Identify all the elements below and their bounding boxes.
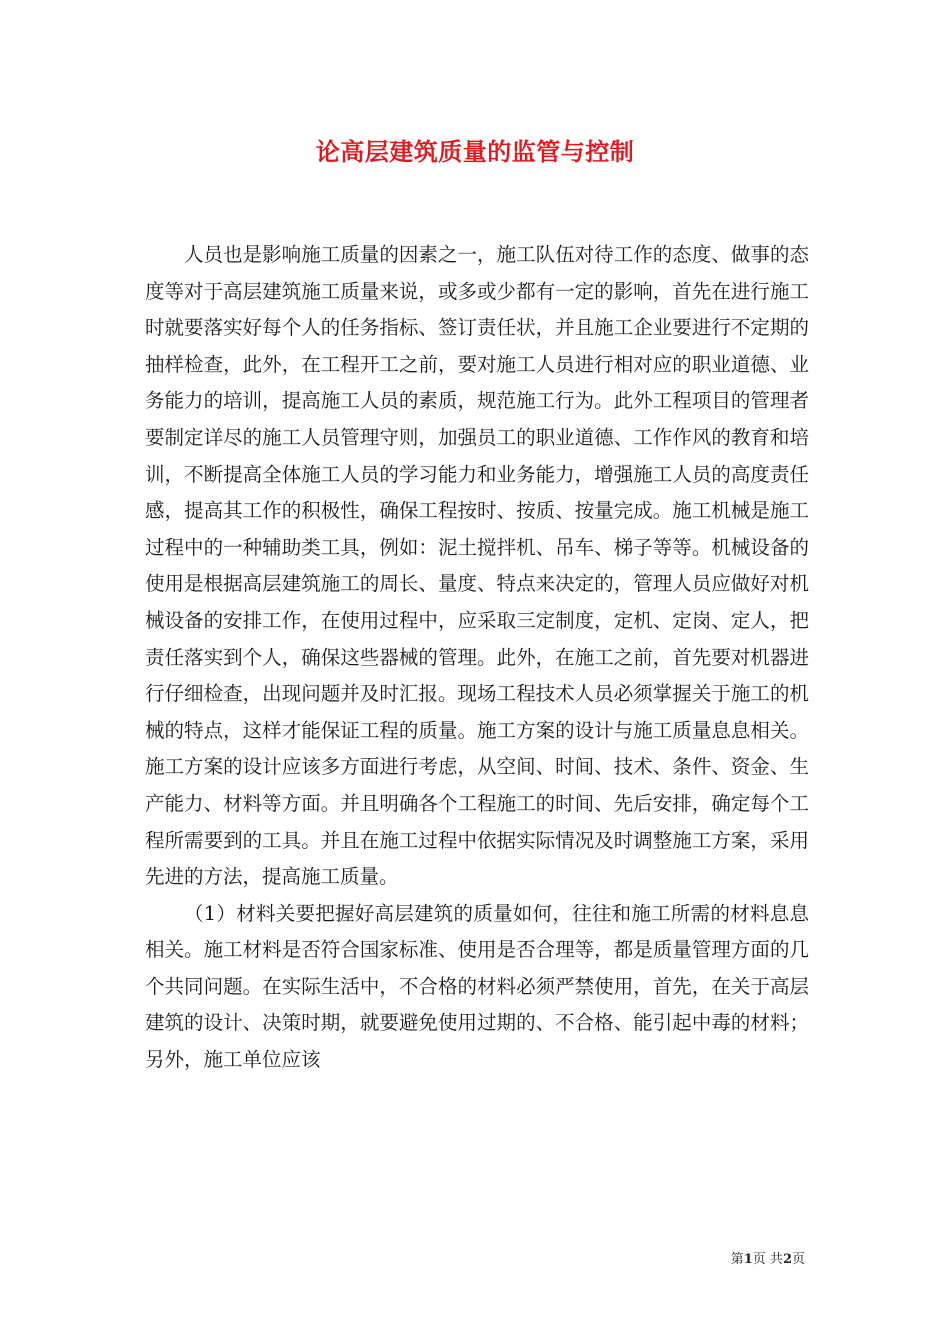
document-body (145, 237, 809, 1079)
paragraph: 人员也是影响施工质量的因素之一，施工队伍对待工作的态度、做事的态度等对于高层建筑施工质量来说，或多或少都有一定的影响，首先在进行施工时就要落实好每个人的任务指标、签订责任状，并且施工企业要进行不定期的抽样检查，此外，在工程开工之前，要对施工人员进行相对应的职业道德、业务能力的培训，提高施工人员的素质，规范施工行为。此外工程项目的管理者要制定详尽的施工人员管理守则，加强员工的职业道德、工作作风的教育和培训，不断提高全体施工人员的学习能力和业务能力，增强施工人员的高度责任感，提高其工作的积极性，确保工程按时、按质、按量完成。施工机械是施工过程中的一种辅助类工具，例如：泥土搅拌机、吊车、梯子等等。机械设备的使用是根据高层建筑施工的周长、量度、特点来决定的，管理人员应做好对机械设备的安排工作，在使用过程中，应采取三定制度，定机、定岗、定人，把责任落实到个人，确保这些器械的管理。此外，在施工之前，首先要对机器进行仔细检查，出现问题并及时汇报。现场工程技术人员必须掌握关于施工的机械的特点，这样才能保证工程的质量。施工方案的设计与施工质量息息相关。施工方案的设计应该多方面进行考虑，从空间、时间、技术、条件、资金、生产能力、材料等方面。并且明确各个工程施工的时间、先后安排，确定每个工程所需要到的工具。并且在施工过程中依据实际情况及时调整施工方案，采用先进的方法，提高施工质量。 (145, 243, 809, 889)
footer-suffix: 页 (791, 1252, 805, 1267)
paragraph: （1）材料关要把握好高层建筑的质量如何，往往和施工所需的材料息息相关。施工材料是否符合国家标准、使用是否合理等，都是质量管理方面的几个共同问题。在实际生活中，不合格的材料必须严禁使用，首先，在关于高层建筑的设计、决策时期，就要避免使用过期的、不合格、能引起中毒的材料；另外，施工单位应该 (145, 901, 809, 1072)
current-page-number: 1 (743, 1252, 753, 1267)
page-number-footer (731, 1248, 805, 1267)
footer-prefix: 第 (730, 1252, 744, 1267)
footer-middle: 页 共 (752, 1252, 783, 1267)
document-title: 论高层建筑质量的监管与控制 (315, 137, 635, 166)
total-pages-number: 2 (782, 1252, 792, 1267)
